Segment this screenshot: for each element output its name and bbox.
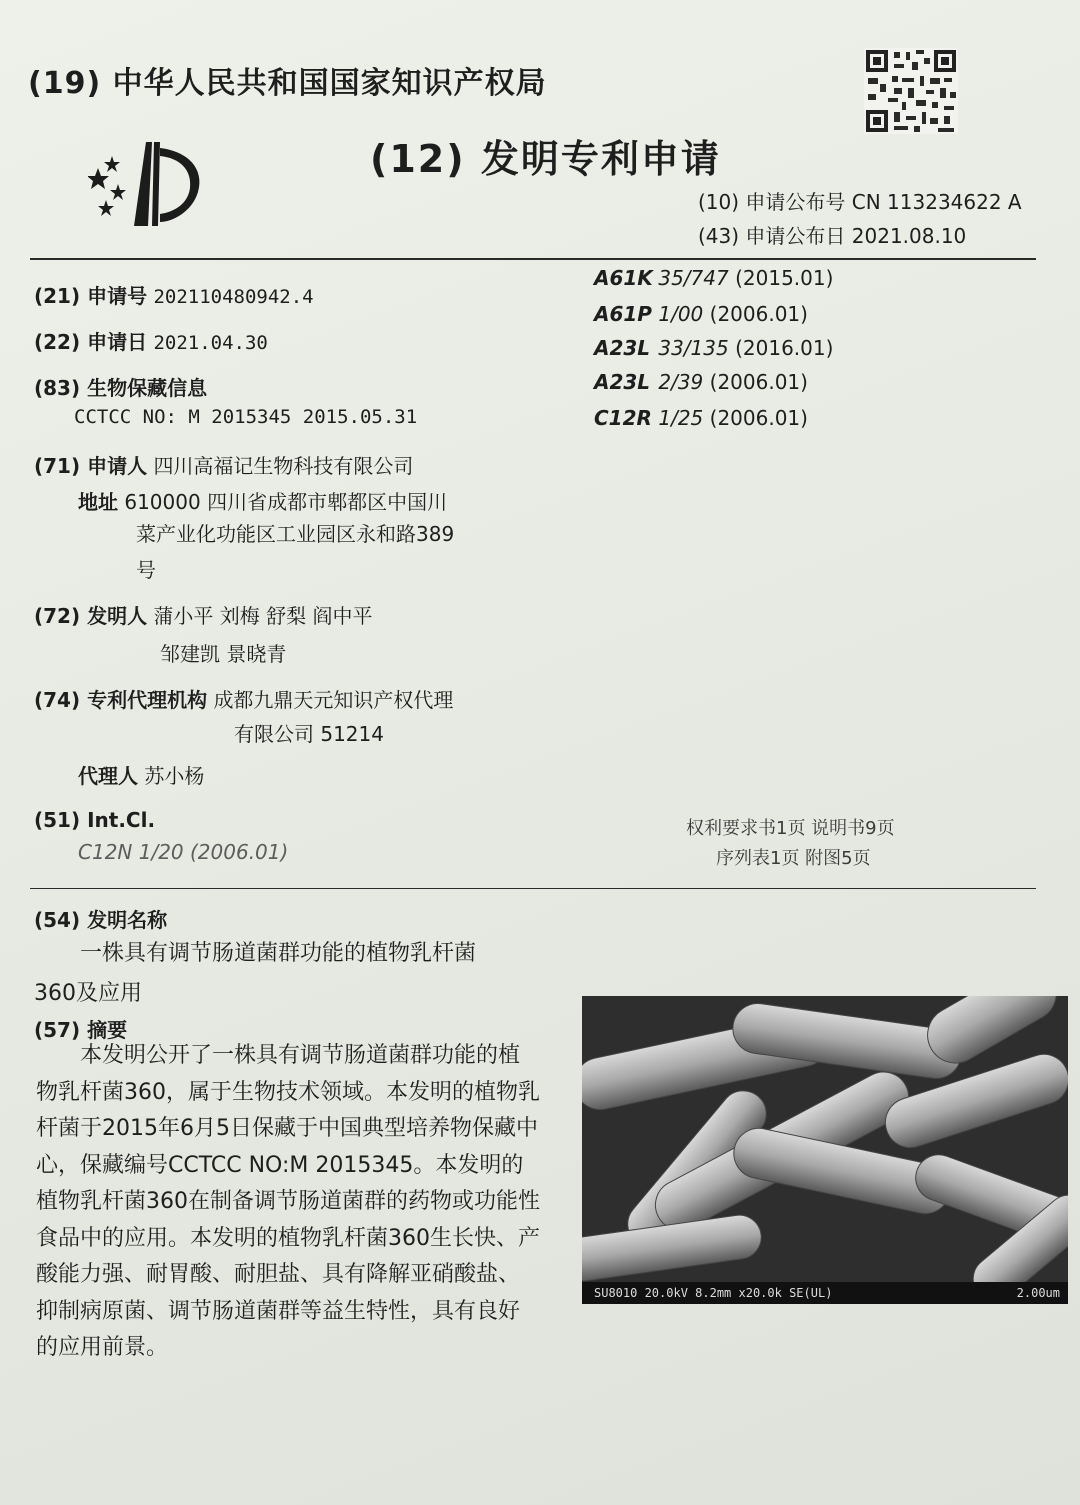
int-cl-label-text: (51) Int.Cl. <box>34 808 156 832</box>
address-label: 地址 <box>78 490 118 514</box>
sem-caption-bar <box>582 1282 1068 1304</box>
inventors-label: (72) 发明人 <box>34 604 148 628</box>
ipc-number: 35/747 <box>658 266 729 290</box>
inventors-row <box>34 600 373 629</box>
application-date: 2021.04.30 <box>153 332 268 354</box>
address-line-1: 610000 四川省成都市郫都区中国川 <box>124 490 448 514</box>
ipc-code-row <box>594 406 808 430</box>
inventors-line-2: 邹建凯 景晓青 <box>160 642 287 666</box>
int-cl-main: C12N 1/20 (2006.01) <box>78 840 289 864</box>
application-number-label: (21) 申请号 <box>34 284 148 308</box>
section-divider <box>30 888 1036 889</box>
cnipa-emblem-icon <box>88 138 208 230</box>
applicant-name: 四川高福记生物科技有限公司 <box>153 454 414 478</box>
int-cl-label <box>34 808 155 832</box>
publication-number: (10) 申请公布号 CN 113234622 A <box>698 190 1022 214</box>
office-name: (19) 中华人民共和国国家知识产权局 <box>28 66 547 101</box>
sem-scale-label: 2.00um <box>1016 1286 1060 1300</box>
application-number-row <box>34 280 314 309</box>
title-label: (54) 发明名称 <box>34 908 168 932</box>
ipc-code: C12R <box>594 406 652 430</box>
abstract-label: (57) 摘要 <box>34 1018 128 1042</box>
agent-label: 代理人 <box>78 764 138 788</box>
agency-label: (74) 专利代理机构 <box>34 688 208 712</box>
header-divider <box>30 258 1036 260</box>
ipc-code: A23L <box>594 336 651 360</box>
ipc-version: (2016.01) <box>735 336 834 360</box>
application-date-label: (22) 申请日 <box>34 330 148 354</box>
pages-info-line-1: 权利要求书1页 说明书9页 <box>686 818 895 839</box>
qr-code-icon <box>864 48 958 134</box>
bio-deposit-label: (83) 生物保藏信息 <box>34 376 208 400</box>
ipc-code: A61K <box>594 266 653 290</box>
abstract-text: 本发明公开了一株具有调节肠道菌群功能的植物乳杆菌360，属于生物技术领域。本发明的植物乳杆菌于2015年6月5日保藏于中国典型培养物保藏中心，保藏编号CCTCC NO:M 2015345。本发明的植物乳杆菌360在制备调节肠道菌群的药物或功能性食品中的应用。本发明的植物乳杆菌360生长快、产酸能力强、耐胃酸、耐胆盐、具有降解亚硝酸盐、抑制病原菌、调节肠道菌群等益生特性，具有良好的应用前景。 <box>36 1043 540 1360</box>
ipc-code: A61P <box>594 302 652 326</box>
ipc-code: A23L <box>594 370 651 394</box>
application-date-row <box>34 326 268 355</box>
sem-micrograph <box>582 996 1068 1304</box>
pages-info-line-2: 序列表1页 附图5页 <box>716 848 871 869</box>
ipc-number: 33/135 <box>658 336 729 360</box>
ipc-number: 1/25 <box>658 406 704 430</box>
applicant-label: (71) 申请人 <box>34 454 148 478</box>
agency-line-2: 有限公司 51214 <box>234 722 384 746</box>
ipc-version: (2015.01) <box>735 266 834 290</box>
ipc-version: (2006.01) <box>709 406 808 430</box>
ipc-code-row <box>594 370 808 394</box>
agent-name: 苏小杨 <box>144 764 205 788</box>
bacteria-rods-image <box>582 996 1068 1282</box>
address-line-3: 号 <box>136 558 156 582</box>
address-line-2: 菜产业化功能区工业园区永和路389 <box>136 522 455 546</box>
invention-title-line-1: 一株具有调节肠道菌群功能的植物乳杆菌 <box>80 941 477 966</box>
ipc-version: (2006.01) <box>709 370 808 394</box>
agent-row <box>78 760 204 789</box>
invention-title-line-2: 360及应用 <box>34 981 142 1006</box>
document-type: (12) 发明专利申请 <box>370 137 721 181</box>
address-row <box>78 486 447 515</box>
ipc-number: 2/39 <box>658 370 704 394</box>
bio-deposit-value: CCTCC NO: M 2015345 2015.05.31 <box>74 406 418 428</box>
inventors-line-1: 蒲小平 刘梅 舒梨 阎中平 <box>153 604 373 628</box>
publication-date: (43) 申请公布日 2021.08.10 <box>698 224 967 248</box>
agency-line-1: 成都九鼎天元知识产权代理 <box>213 688 454 712</box>
sem-caption-left: SU8010 20.0kV 8.2mm x20.0k SE(UL) <box>594 1286 833 1300</box>
ipc-number: 1/00 <box>658 302 704 326</box>
ipc-version: (2006.01) <box>709 302 808 326</box>
ipc-code-row <box>594 302 808 326</box>
ipc-code-row <box>594 266 833 290</box>
invention-title <box>80 930 530 978</box>
application-number: 202110480942.4 <box>153 286 314 308</box>
ipc-code-row <box>594 336 833 360</box>
applicant-row <box>34 450 413 479</box>
agency-row <box>34 684 453 713</box>
